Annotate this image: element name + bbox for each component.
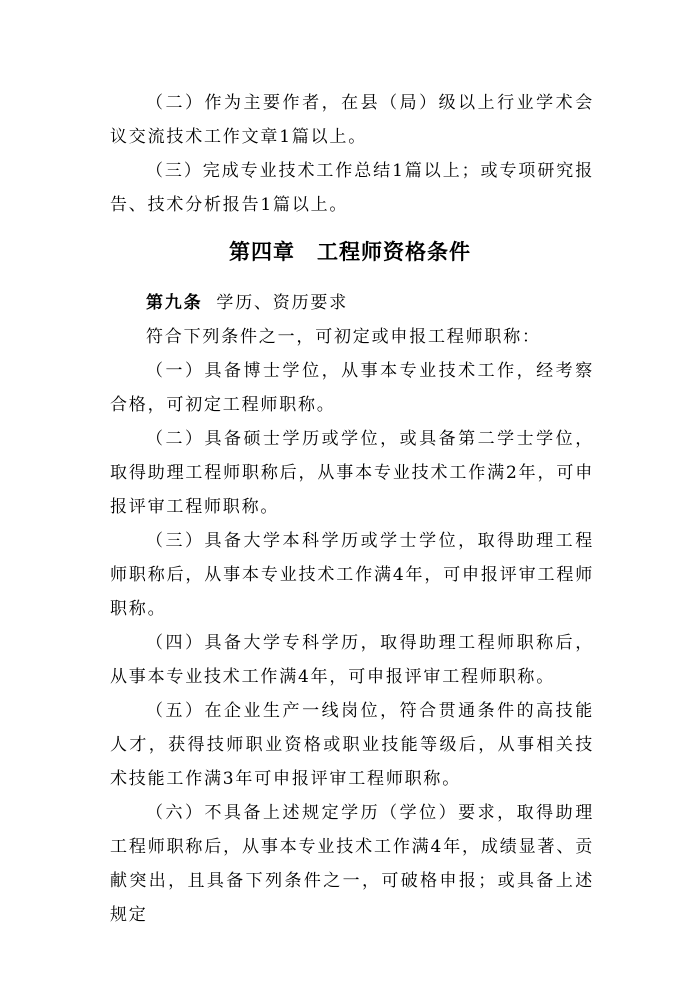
top-section [110,86,594,222]
paragraph-top-1: （二）作为主要作者，在县（局）级以上行业学术会议交流技术工作文章1篇以上。 [110,93,594,147]
paragraph-item-1: （一）具备博士学位，从事本专业技术工作，经考察合格，可初定工程师职称。 [110,361,594,415]
article-number: 第九条 [146,293,203,313]
paragraph-item-4: （四）具备大学专科学历，取得助理工程师职称后，从事本专业技术工作满4年，可申报评审工程师职称。 [110,633,594,687]
paragraph-item-2: （二）具备硕士学历或学位，或具备第二学士学位，取得助理工程师职称后，从事本专业技术工作满2年，可申报评审工程师职称。 [110,429,594,517]
paragraph-top-2: （三）完成专业技术工作总结1篇以上；或专项研究报告、技术分析报告1篇以上。 [110,161,594,215]
paragraph-item-6: （六）不具备上述规定学历（学位）要求，取得助理工程师职称后，从事本专业技术工作满4年，成绩显著、贡献突出，且具备下列条件之一，可破格申报；或具备上述规定 [110,803,594,925]
paragraph-item-3: （三）具备大学本科学历或学士学位，取得助理工程师职称后，从事本专业技术工作满4年，可申报评审工程师职称。 [110,531,594,619]
paragraph-intro: 符合下列条件之一，可初定或申报工程师职称： [146,327,541,347]
chapter-heading [0,236,700,266]
chapter-title: 工程师资格条件 [317,240,471,264]
article-section [110,286,594,932]
chapter-number: 第四章 [229,240,295,264]
article-heading [110,286,594,320]
article-title: 学历、资历要求 [216,293,349,313]
paragraph-item-5: （五）在企业生产一线岗位，符合贯通条件的高技能人才，获得技师职业资格或职业技能等级后，从事相关技术技能工作满3年可申报评审工程师职称。 [110,701,594,789]
